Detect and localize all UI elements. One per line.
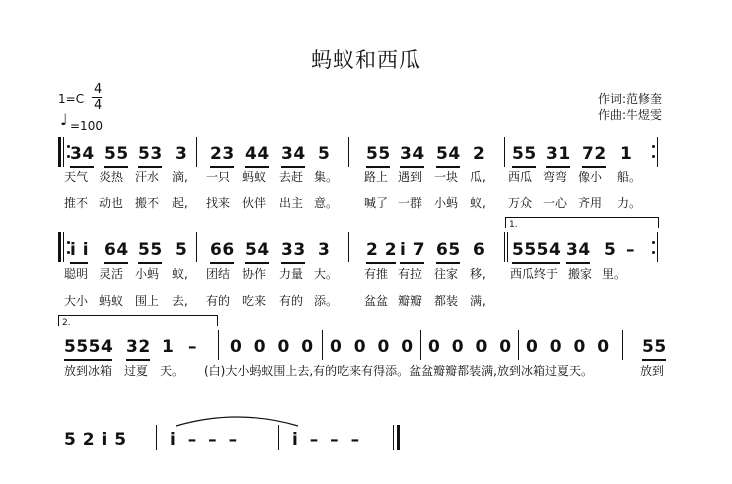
note-group: 5 2 i 5 <box>64 430 127 450</box>
note-group: 5554 <box>512 240 562 260</box>
lyric: 动也 <box>99 196 124 210</box>
dash: – <box>188 337 197 357</box>
lyric: 放到 <box>640 364 665 378</box>
lyric: 盆盆 <box>364 294 389 308</box>
lyric: 添。 <box>314 294 339 308</box>
note-group: 54 <box>436 144 461 164</box>
quarter-note-icon: ♩ <box>60 110 68 129</box>
lyric: 西瓜 <box>508 170 533 184</box>
note-group: 34 <box>566 240 591 260</box>
lyric: 遇到 <box>398 170 423 184</box>
note: 5 <box>175 240 188 260</box>
note-group: 34 <box>281 144 306 164</box>
note-group: 72 <box>582 144 607 164</box>
lyric: 一心 <box>543 196 568 210</box>
lyric: 瓜, <box>470 170 486 184</box>
lyric: 船。 <box>617 170 642 184</box>
lyric: 聪明 <box>64 267 89 281</box>
composer-credit: 作曲:牛煜雯 <box>598 108 663 122</box>
lyric: 灵活 <box>99 267 124 281</box>
note: 1 <box>162 337 175 357</box>
volta-label: 1. <box>509 220 518 230</box>
tempo-marking: =100 <box>70 119 103 133</box>
note-group: 65 <box>436 240 461 260</box>
lyric: 一只 <box>206 170 231 184</box>
lyric: 过夏 <box>124 364 149 378</box>
lyricist-credit: 作词:范修奎 <box>598 92 663 106</box>
lyric: 大小 <box>64 294 89 308</box>
note-group: 33 <box>281 240 306 260</box>
song-title: 蚂蚁和西瓜 <box>311 48 421 72</box>
lyric: 起, <box>172 196 188 210</box>
lyric: 蚁, <box>470 196 486 210</box>
note-group: 55 <box>512 144 537 164</box>
lyric: 天。 <box>160 364 185 378</box>
time-signature-bottom: 4 <box>94 98 103 113</box>
note-group: i – – – <box>292 430 363 450</box>
lyric: 滴, <box>172 170 188 184</box>
rest-measure: 0 0 0 0 <box>526 337 613 357</box>
key-signature: 1=C <box>58 92 85 106</box>
note: 3 <box>175 144 188 164</box>
lyric: 大。 <box>314 267 339 281</box>
lyric: 万众 <box>508 196 533 210</box>
lyric: 汗水 <box>135 170 160 184</box>
note-group: 44 <box>245 144 270 164</box>
lyric: 蚂蚁 <box>99 294 124 308</box>
note: 5 <box>318 144 331 164</box>
note-group: i i <box>70 240 90 260</box>
dash: – <box>626 240 635 260</box>
spoken-lyric: (白)大小蚂蚁围上去,有的吃来有得添。盆盆瓣瓣都装满,放到冰箱过夏天。 <box>204 364 593 378</box>
note-group: 55 <box>366 144 391 164</box>
note-group: 23 <box>210 144 235 164</box>
lyric: 蚂蚁 <box>242 170 267 184</box>
note-group: 5554 <box>64 337 114 357</box>
lyric: 去, <box>172 294 188 308</box>
lyric: 瓣瓣 <box>398 294 423 308</box>
note: 1 <box>620 144 633 164</box>
lyric: 往家 <box>434 267 459 281</box>
lyric: 小蚂 <box>434 196 459 210</box>
rest-measure: 0 0 0 0 <box>330 337 417 357</box>
note-group: i 7 <box>400 240 426 260</box>
lyric: 放到冰箱 <box>64 364 113 378</box>
lyric: 弯弯 <box>543 170 568 184</box>
note-group: 34 <box>400 144 425 164</box>
note-group: 34 <box>70 144 95 164</box>
lyric: 蚁, <box>172 267 188 281</box>
lyric: 移, <box>470 267 486 281</box>
note-group: 66 <box>210 240 235 260</box>
rest-measure: 0 0 0 0 <box>428 337 515 357</box>
lyric: 路上 <box>364 170 389 184</box>
lyric: 吃来 <box>242 294 267 308</box>
rest-measure: 0 0 0 0 <box>230 337 317 357</box>
lyric: 喊了 <box>364 196 389 210</box>
lyric: 集。 <box>314 170 339 184</box>
lyric: 找来 <box>206 196 231 210</box>
note: 6 <box>473 240 486 260</box>
lyric: 去赶 <box>279 170 304 184</box>
lyric: 一群 <box>398 196 423 210</box>
note-group: 2 2 <box>366 240 398 260</box>
lyric: 协作 <box>242 267 267 281</box>
lyric: 搬不 <box>135 196 160 210</box>
lyric: 西瓜终于 <box>510 267 559 281</box>
lyric: 像小 <box>578 170 603 184</box>
note-group: 54 <box>245 240 270 260</box>
lyric: 出主 <box>279 196 304 210</box>
lyric: 意。 <box>314 196 339 210</box>
volta-label: 2. <box>62 318 71 328</box>
note: 5 <box>604 240 617 260</box>
lyric: 满, <box>470 294 486 308</box>
lyric: 伙伴 <box>242 196 267 210</box>
lyric: 里。 <box>602 267 627 281</box>
note-group: 31 <box>546 144 571 164</box>
lyric: 力量 <box>279 267 304 281</box>
note: 2 <box>473 144 486 164</box>
lyric: 有的 <box>206 294 231 308</box>
note: 3 <box>318 240 331 260</box>
lyric: 力。 <box>617 196 642 210</box>
note-group: 55 <box>138 240 163 260</box>
lyric: 推不 <box>64 196 89 210</box>
note-group: 53 <box>138 144 163 164</box>
lyric: 炎热 <box>99 170 124 184</box>
lyric: 围上 <box>135 294 160 308</box>
time-signature-top: 4 <box>94 82 103 97</box>
lyric: 有的 <box>279 294 304 308</box>
lyric: 天气 <box>64 170 89 184</box>
lyric: 齐用 <box>578 196 603 210</box>
lyric: 一块 <box>434 170 459 184</box>
note-group: 64 <box>104 240 129 260</box>
note-group: 32 <box>126 337 151 357</box>
lyric: 团结 <box>206 267 231 281</box>
lyric: 有拉 <box>398 267 423 281</box>
note-group: 55 <box>104 144 129 164</box>
lyric: 有推 <box>364 267 389 281</box>
note-group: i – – – <box>170 430 241 450</box>
lyric: 小蚂 <box>135 267 160 281</box>
lyric: 都装 <box>434 294 459 308</box>
lyric: 搬家 <box>568 267 593 281</box>
note-group: 55 <box>642 337 667 357</box>
